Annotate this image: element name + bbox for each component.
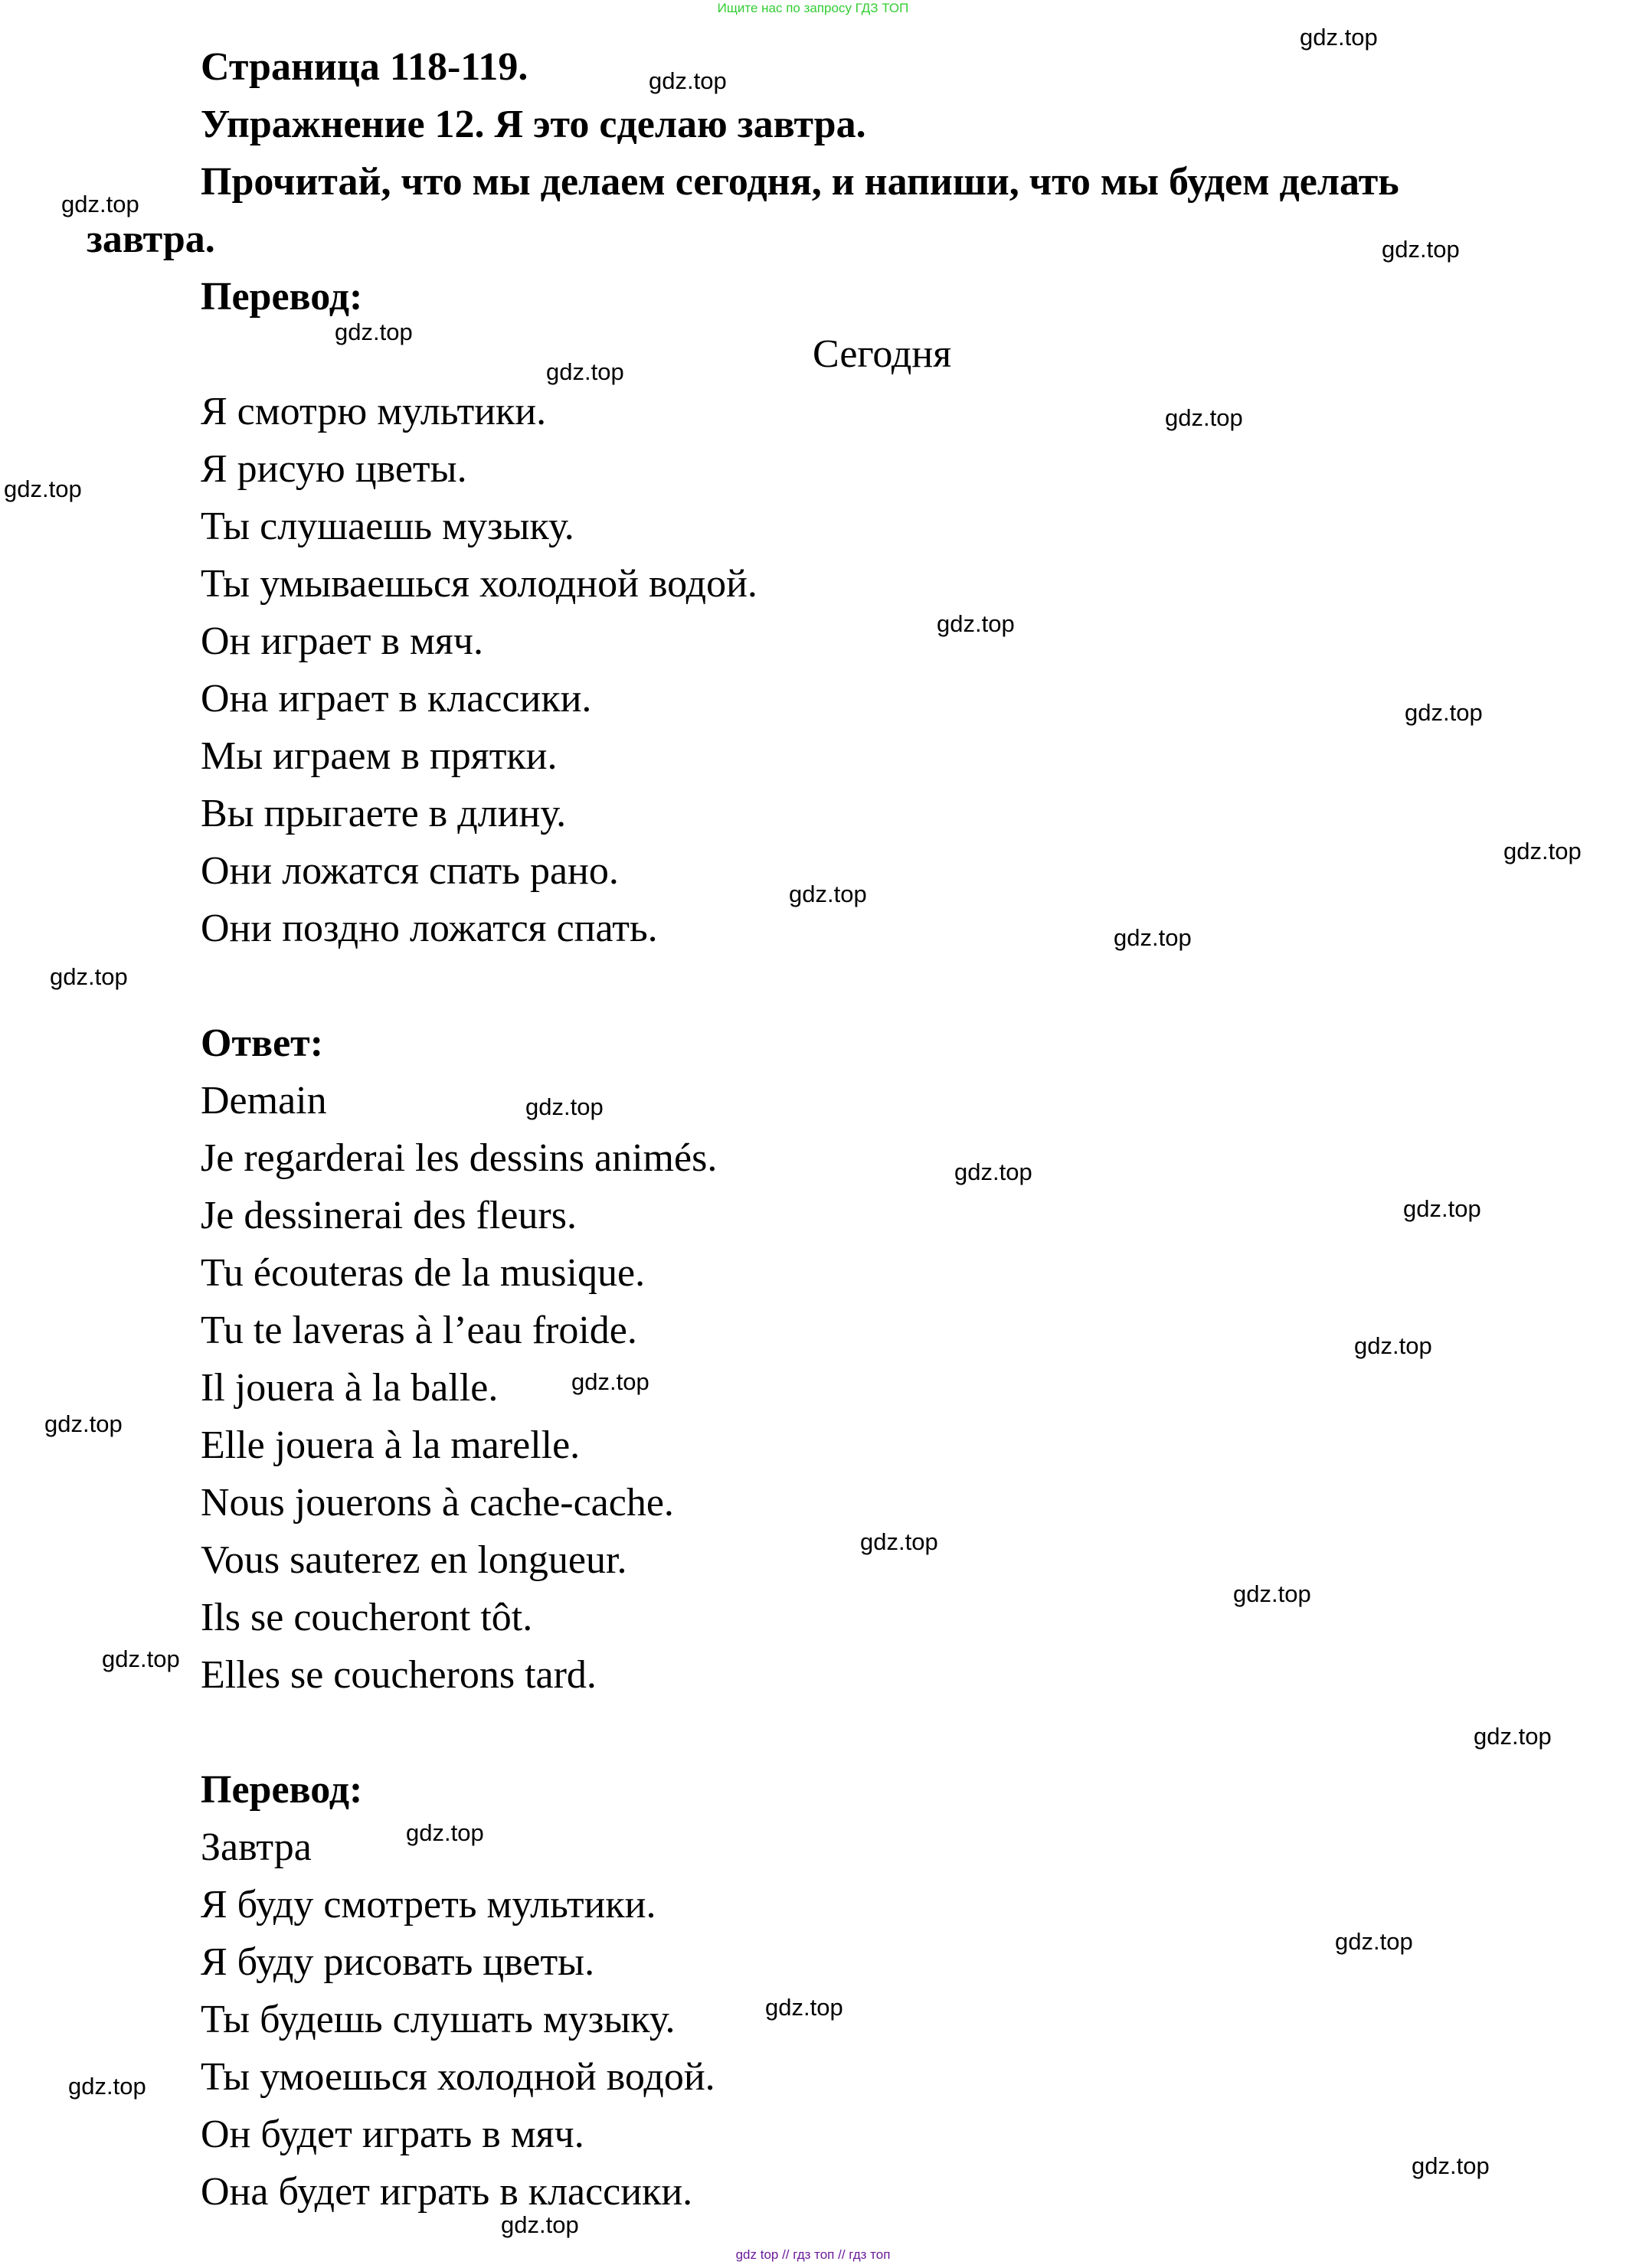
- watermark: gdz.top: [1412, 2152, 1490, 2179]
- watermark: gdz.top: [1300, 24, 1378, 51]
- watermark: gdz.top: [1503, 838, 1582, 864]
- watermark: gdz.top: [50, 963, 128, 990]
- tomorrow-line: Он будет играть в мяч.: [201, 2113, 584, 2156]
- watermark: gdz.top: [954, 1159, 1032, 1185]
- watermark: gdz.top: [68, 2073, 146, 2100]
- task-instruction-line-1: Прочитай, что мы делаем сегодня, и напиши, что мы будем делать: [201, 160, 1399, 204]
- tomorrow-line: Ты будешь слушать музыку.: [201, 1998, 676, 2041]
- watermark: gdz.top: [649, 67, 727, 94]
- watermark: gdz.top: [937, 610, 1015, 637]
- watermark: gdz.top: [860, 1528, 938, 1555]
- watermark: gdz.top: [1335, 1928, 1413, 1955]
- watermark: gdz.top: [1165, 404, 1243, 431]
- tomorrow-line: Она будет играть в классики.: [201, 2170, 693, 2214]
- answer-heading: Demain: [201, 1079, 327, 1123]
- answer-line: Ils se coucheront tôt.: [201, 1596, 533, 1639]
- watermark: gdz.top: [789, 881, 867, 907]
- watermark: gdz.top: [335, 319, 413, 345]
- watermark: gdz.top: [765, 1994, 843, 2021]
- today-line: Ты слушаешь музыку.: [201, 505, 574, 548]
- watermark: gdz.top: [406, 1819, 484, 1846]
- translation-label-2: Перевод:: [201, 1768, 363, 1812]
- watermark: gdz.top: [1382, 236, 1460, 263]
- answer-line: Nous jouerons à cache-cache.: [201, 1481, 674, 1525]
- tomorrow-line: Ты умоешься холодной водой.: [201, 2055, 715, 2099]
- tomorrow-line: Я буду смотреть мультики.: [201, 1883, 656, 1926]
- tomorrow-line: Я буду рисовать цветы.: [201, 1940, 595, 1984]
- tomorrow-heading: Завтра: [201, 1825, 312, 1869]
- today-line: Мы играем в прятки.: [201, 734, 558, 778]
- answer-line: Elles se coucherons tard.: [201, 1653, 597, 1697]
- watermark: gdz.top: [1114, 924, 1192, 951]
- answer-line: Vous sauterez en longueur.: [201, 1538, 627, 1582]
- bottom-banner[interactable]: gdz top // гдз топ // гдз топ: [735, 2247, 891, 2262]
- watermark: gdz.top: [501, 2211, 579, 2238]
- watermark: gdz.top: [1233, 1580, 1311, 1607]
- watermark: gdz.top: [102, 1645, 180, 1672]
- watermark: gdz.top: [1403, 1195, 1481, 1222]
- exercise-title: Упражнение 12. Я это сделаю завтра.: [201, 103, 866, 146]
- today-line: Ты умываешься холодной водой.: [201, 562, 757, 606]
- answer-line: Il jouera à la balle.: [201, 1366, 499, 1410]
- watermark: gdz.top: [44, 1410, 123, 1437]
- answer-line: Elle jouera à la marelle.: [201, 1423, 581, 1467]
- watermark: gdz.top: [525, 1093, 604, 1120]
- translation-label: Перевод:: [201, 275, 363, 319]
- today-line: Она играет в классики.: [201, 677, 592, 721]
- top-banner[interactable]: Ищите нас по запросу ГДЗ ТОП: [717, 1, 909, 15]
- page-number-heading: Страница 118-119.: [201, 45, 528, 89]
- today-heading: Сегодня: [813, 332, 952, 376]
- watermark: gdz.top: [61, 191, 139, 217]
- answer-label: Ответ:: [201, 1021, 324, 1065]
- watermark: gdz.top: [1474, 1723, 1552, 1750]
- task-instruction-line-2: завтра.: [87, 217, 215, 261]
- today-line: Они поздно ложатся спать.: [201, 907, 658, 950]
- today-line: Вы прыгаете в длину.: [201, 792, 567, 835]
- answer-line: Tu te laveras à l’eau froide.: [201, 1309, 637, 1352]
- answer-line: Tu écouteras de la musique.: [201, 1251, 646, 1295]
- watermark: gdz.top: [4, 475, 82, 502]
- watermark: gdz.top: [546, 358, 624, 385]
- today-line: Они ложатся спать рано.: [201, 849, 619, 893]
- watermark: gdz.top: [571, 1368, 649, 1395]
- answer-line: Je dessinerai des fleurs.: [201, 1194, 577, 1237]
- today-line: Я рисую цветы.: [201, 447, 467, 491]
- watermark: gdz.top: [1405, 699, 1483, 726]
- watermark: gdz.top: [1354, 1332, 1432, 1359]
- today-line: Я смотрю мультики.: [201, 390, 547, 433]
- answer-line: Je regarderai les dessins animés.: [201, 1136, 718, 1180]
- today-line: Он играет в мяч.: [201, 619, 483, 663]
